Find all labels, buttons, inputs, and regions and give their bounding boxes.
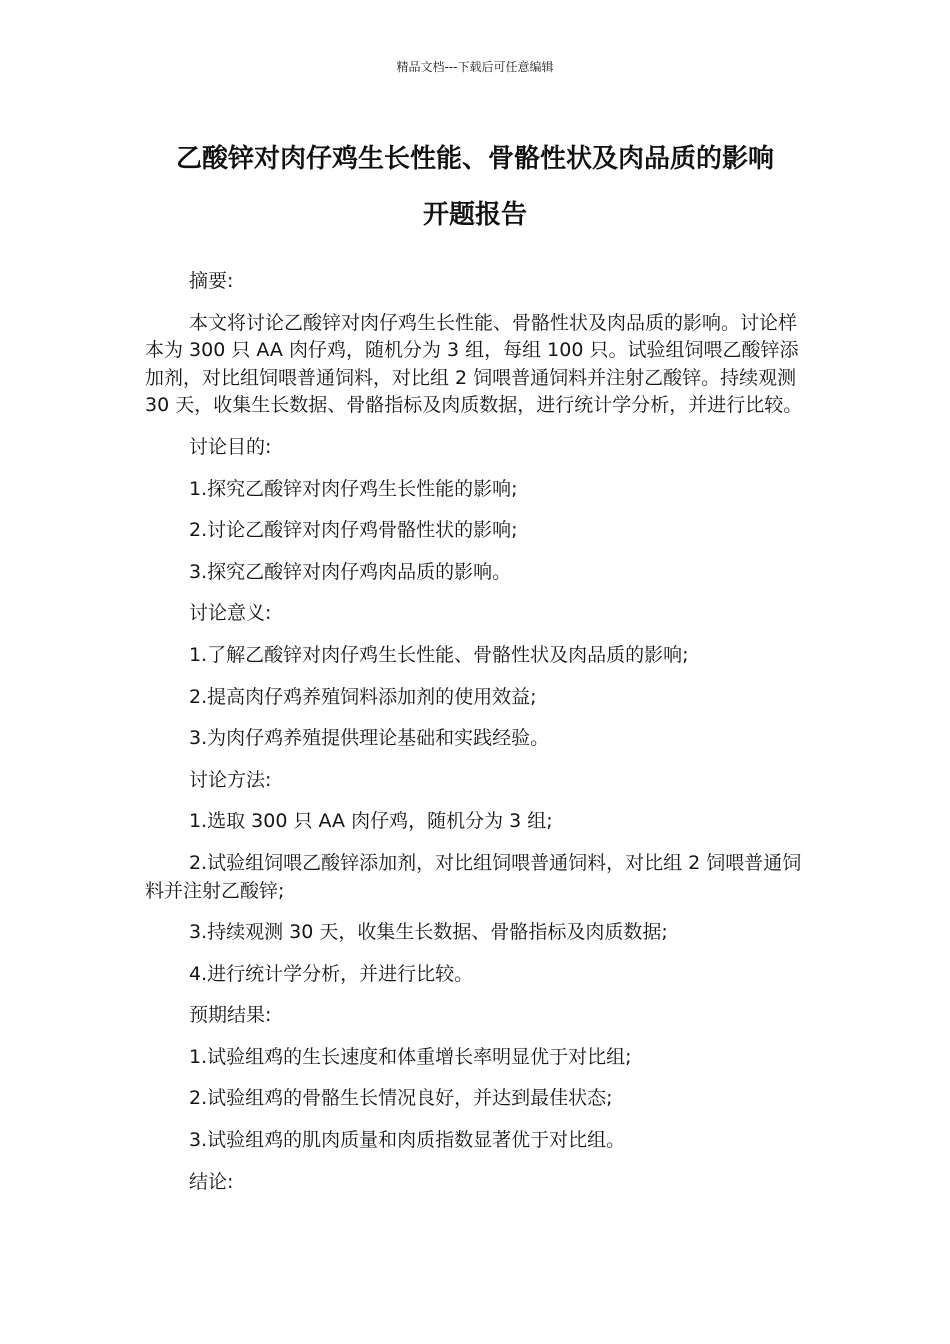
results-item: 1.试验组鸡的生长速度和体重增长率明显优于对比组;	[189, 1045, 632, 1068]
results-item: 3.试验组鸡的肌肉质量和肉质指数显著优于对比组。	[189, 1129, 626, 1152]
purpose-heading: 讨论目的:	[189, 435, 272, 458]
purpose-item: 3.探究乙酸锌对肉仔鸡肉品质的影响。	[189, 560, 512, 583]
header-note: 精品文档---下载后可任意编辑	[396, 60, 554, 74]
results-heading: 预期结果:	[189, 1004, 272, 1027]
conclusion-heading: 结论:	[189, 1170, 234, 1193]
purpose-item: 2.讨论乙酸锌对肉仔鸡骨骼性状的影响;	[189, 519, 518, 542]
method-item: 3.持续观测 30 天，收集生长数据、骨骼指标及肉质数据;	[189, 921, 668, 944]
title-line-1: 乙酸锌对肉仔鸡生长性能、骨骼性状及肉品质的影响	[175, 144, 774, 174]
abstract-heading: 摘要:	[189, 270, 234, 292]
method-item: 2.试验组饲喂乙酸锌添加剂，对比组饲喂普通饲料，对比组 2 饲喂普通饲料并注射乙酸锌;	[145, 851, 802, 902]
method-item: 1.选取 300 只 AA 肉仔鸡，随机分为 3 组;	[189, 810, 553, 833]
method-heading: 讨论方法:	[189, 768, 272, 791]
title-line-2: 开题报告	[422, 200, 527, 230]
significance-item: 3.为肉仔鸡养殖提供理论基础和实践经验。	[189, 727, 550, 750]
results-item: 2.试验组鸡的骨骼生长情况良好，并达到最佳状态;	[189, 1087, 613, 1110]
purpose-item: 1.探究乙酸锌对肉仔鸡生长性能的影响;	[189, 477, 518, 500]
significance-heading: 讨论意义:	[189, 602, 272, 625]
significance-item: 2.提高肉仔鸡养殖饲料添加剂的使用效益;	[189, 685, 537, 708]
abstract-paragraph: 本文将讨论乙酸锌对肉仔鸡生长性能、骨骼性状及肉品质的影响。讨论样本为 300 只 AA 肉仔鸡，随机分为 3 组，每组 100 只。试验组饲喂乙酸锌添加剂，对比组饲喂普通饲料，对比组 2 饲喂普通饲料并注射乙酸锌。持续观测 30 天，收集生长数据、骨骼指标及肉质数据，进行统计学分析，并进行比较。	[145, 311, 803, 417]
document-body	[145, 268, 810, 1210]
method-item: 4.进行统计学分析，并进行比较。	[189, 962, 474, 985]
significance-item: 1.了解乙酸锌对肉仔鸡生长性能、骨骼性状及肉品质的影响;	[189, 643, 689, 666]
